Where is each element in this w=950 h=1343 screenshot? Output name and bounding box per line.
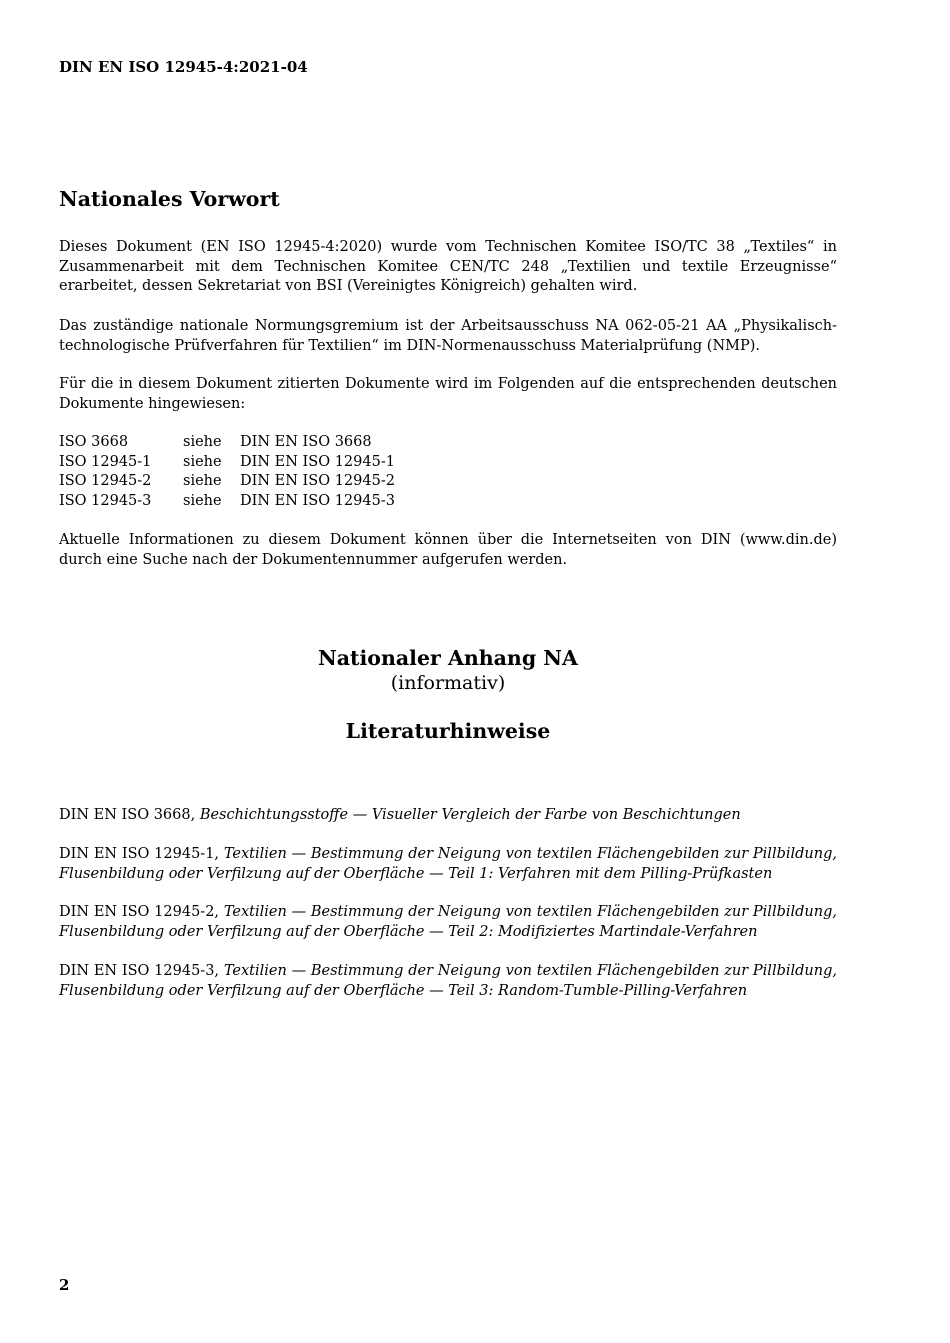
- reference-row: [59, 472, 540, 492]
- bibliography-ref: DIN EN ISO 3668,: [59, 807, 196, 823]
- bibliography-entry: [59, 903, 837, 942]
- page-number: 2: [59, 1276, 70, 1294]
- bibliography-entry: [59, 845, 837, 884]
- bibliography-ref: DIN EN ISO 12945-1,: [59, 846, 220, 862]
- reference-list: [59, 433, 540, 511]
- see-label: siehe: [183, 473, 222, 489]
- bibliography-entry: [59, 806, 837, 826]
- reference-row: [59, 433, 540, 453]
- bibliography-entry: [59, 962, 837, 1001]
- din-reference: DIN EN ISO 12945-2: [240, 473, 395, 489]
- see-label: siehe: [183, 434, 222, 450]
- document-identifier: DIN EN ISO 12945-4:2021-04: [59, 58, 308, 76]
- bibliography-title: Textilien — Bestimmung der Neigung von textilen Flächengebilden zur Pillbildung, Flusenbildung oder Verfilzung auf der Oberfläche — Teil 2: Modifiziertes Martindale-Verfahren: [59, 904, 837, 940]
- din-reference: DIN EN ISO 12945-3: [240, 492, 395, 509]
- bibliography-ref: DIN EN ISO 12945-2,: [59, 904, 220, 920]
- foreword-paragraph: Das zuständige nationale Normungsgremium ist der Arbeitsausschuss NA 062-05-21 AA „Physikalisch-technologische Prüfverfahren für Textilien“ im DIN-Normenausschuss Materialprüfung (NMP).: [59, 318, 837, 354]
- bibliography-heading: Literaturhinweise: [345, 719, 551, 743]
- iso-reference: ISO 12945-2: [59, 473, 152, 489]
- foreword-paragraph: Für die in diesem Dokument zitierten Dokumente wird im Folgenden auf die entsprechenden deutschen Dokumente hingewiesen:: [59, 376, 837, 412]
- see-label: siehe: [183, 492, 222, 509]
- iso-reference: ISO 3668: [59, 434, 129, 450]
- iso-reference: ISO 12945-1: [59, 453, 152, 470]
- din-reference: DIN EN ISO 12945-1: [240, 453, 395, 470]
- bibliography-title: Textilien — Bestimmung der Neigung von textilen Flächengebilden zur Pillbildung, Flusenbildung oder Verfilzung auf der Oberfläche — Teil 1: Verfahren mit dem Pilling-Prüfkasten: [59, 846, 837, 882]
- iso-reference: ISO 12945-3: [59, 492, 152, 509]
- annex-title: Nationaler Anhang NA: [318, 646, 578, 670]
- bibliography-ref: DIN EN ISO 12945-3,: [59, 963, 220, 979]
- foreword-paragraph: Aktuelle Informationen zu diesem Dokument können über die Internetseiten von DIN (www.din.de) durch eine Suche nach der Dokumentennummer aufgerufen werden.: [59, 532, 837, 568]
- reference-row: [59, 453, 540, 473]
- din-reference: DIN EN ISO 3668: [240, 434, 372, 450]
- foreword-title: Nationales Vorwort: [59, 187, 280, 211]
- bibliography-title: Textilien — Bestimmung der Neigung von textilen Flächengebilden zur Pillbildung, Flusenbildung oder Verfilzung auf der Oberfläche — Teil 3: Random-Tumble-Pilling-Verfahren: [59, 963, 837, 999]
- annex-subtitle: (informativ): [390, 672, 506, 694]
- foreword-paragraph: Dieses Dokument (EN ISO 12945-4:2020) wurde vom Technischen Komitee ISO/TC 38 „Textiles“ in Zusammenarbeit mit dem Technischen Komitee CEN/TC 248 „Textilien und textile Erzeugnisse“ erarbeitet, dessen Sekretariat von BSI (Vereinigtes Königreich) gehalten wird.: [59, 239, 837, 294]
- bibliography-title: Beschichtungsstoffe — Visueller Vergleich der Farbe von Beschichtungen: [199, 807, 741, 823]
- see-label: siehe: [183, 453, 222, 470]
- reference-row: [59, 492, 540, 512]
